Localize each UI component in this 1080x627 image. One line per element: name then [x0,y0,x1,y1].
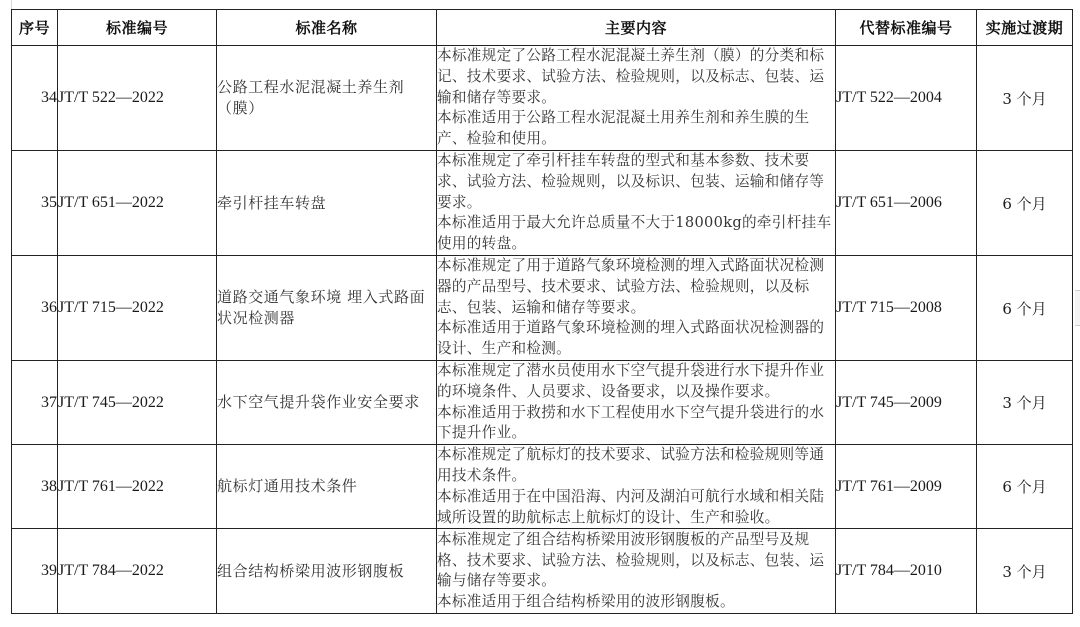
content-applicability: 本标准适用于道路气象环境检测的埋入式路面状况检测器的设计、生产和检测。 [437,319,825,358]
cell-name: 航标灯通用技术条件 [217,445,437,529]
cell-no: 35 [12,151,58,256]
header-no: 序号 [12,10,58,46]
cell-code: JT/T 715—2022 [58,256,217,361]
cell-no: 37 [12,361,58,445]
content-scope: 本标准规定了牵引杆挂车转盘的型式和基本参数、技术要求、试验方法、检验规则，以及标识、包装、运输和储存等要求。 [437,152,825,211]
cell-no: 34 [12,46,58,151]
side-edge-handle [1075,290,1080,326]
cell-code: JT/T 745—2022 [58,361,217,445]
cell-content [437,256,836,361]
cell-content [437,46,836,151]
cell-content [437,445,836,529]
content-applicability: 本标准适用于最大允许总质量不大于18000kg的牵引杆挂车使用的转盘。 [437,214,832,253]
content-applicability: 本标准适用于救捞和水下工程使用水下空气提升袋进行的水下提升作业。 [437,403,825,442]
cell-code: JT/T 761—2022 [58,445,217,529]
cell-period: 6 个月 [977,256,1073,361]
cell-content [437,151,836,256]
cell-content [437,529,836,614]
cell-period: 6 个月 [977,151,1073,256]
header-name: 标准名称 [217,10,437,46]
content-applicability: 本标准适用于组合结构桥梁用的波形钢腹板。 [437,593,735,611]
cell-replace: JT/T 651—2006 [836,151,977,256]
cell-code: JT/T 651—2022 [58,151,217,256]
cell-replace: JT/T 522—2004 [836,46,977,151]
standards-table [11,9,1073,614]
cell-period: 6 个月 [977,445,1073,529]
cell-code: JT/T 784—2022 [58,529,217,614]
cell-replace: JT/T 745—2009 [836,361,977,445]
cell-no: 38 [12,445,58,529]
table-row [12,361,1073,445]
cell-name: 组合结构桥梁用波形钢腹板 [217,529,437,614]
cell-no: 39 [12,529,58,614]
margin-tick [11,0,12,9]
cell-no: 36 [12,256,58,361]
page-top-margin [0,0,1080,9]
cell-replace: JT/T 784—2010 [836,529,977,614]
cell-name: 牵引杆挂车转盘 [217,151,437,256]
cell-replace: JT/T 761—2009 [836,445,977,529]
cell-content [437,361,836,445]
content-scope: 本标准规定了公路工程水泥混凝土养生剂（膜）的分类和标记、技术要求、试验方法、检验规则，以及标志、包装、运输和储存等要求。 [437,47,825,106]
cell-period: 3 个月 [977,361,1073,445]
content-scope: 本标准规定了航标灯的技术要求、试验方法和检验规则等通用技术条件。 [437,446,825,484]
content-applicability: 本标准适用于公路工程水泥混凝土用养生剂和养生膜的生产、检验和使用。 [437,109,810,148]
cell-code: JT/T 522—2022 [58,46,217,151]
cell-name: 水下空气提升袋作业安全要求 [217,361,437,445]
cell-period: 3 个月 [977,46,1073,151]
table-row [12,151,1073,256]
table-row [12,445,1073,529]
header-replace: 代替标准编号 [836,10,977,46]
cell-period: 3 个月 [977,529,1073,614]
cell-replace: JT/T 715—2008 [836,256,977,361]
content-applicability: 本标准适用于在中国沿海、内河及湖泊可航行水域和相关陆域所设置的助航标志上航标灯的设计、生产和验收。 [437,487,825,526]
content-scope: 本标准规定了潜水员使用水下空气提升袋进行水下提升作业的环境条件、人员要求、设备要求，以及操作要求。 [437,362,825,400]
header-code: 标准编号 [58,10,217,46]
table-row [12,46,1073,151]
table-header-row [12,10,1073,46]
content-scope: 本标准规定了组合结构桥梁用波形钢腹板的产品型号及规格、技术要求、试验方法、检验规则，以及标志、包装、运输与储存等要求。 [437,530,825,590]
table-row [12,256,1073,361]
cell-name: 公路工程水泥混凝土养生剂（膜） [217,46,437,151]
table-row [12,529,1073,614]
header-content: 主要内容 [437,10,836,46]
content-scope: 本标准规定了用于道路气象环境检测的埋入式路面状况检测器的产品型号、技术要求、试验方法、检验规则，以及标志、包装、运输和储存等要求。 [437,257,825,316]
cell-name: 道路交通气象环境 埋入式路面状况检测器 [217,256,437,361]
header-period: 实施过渡期 [977,10,1073,46]
